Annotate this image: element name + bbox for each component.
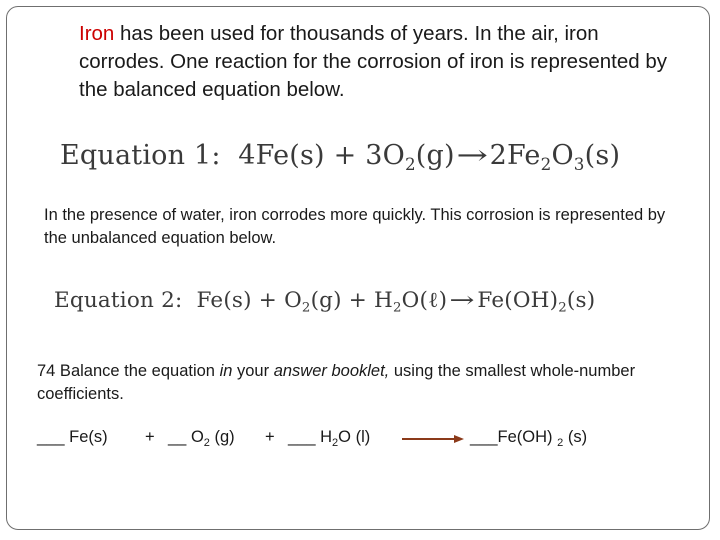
answer-blank-fe[interactable]: ___ — [37, 428, 65, 446]
eq2-feoh2-subscript: 2 — [558, 300, 567, 316]
answer-blank-feoh2[interactable]: ___ — [470, 428, 498, 446]
answer-blank-h2o[interactable]: ___ — [288, 428, 316, 446]
paragraph-2: In the presence of water, iron corrodes more quickly. This corrosion is represented by the unbalanced equation below. — [44, 206, 666, 247]
question-in: in — [219, 362, 233, 380]
question-prefix: 74 Balance the equation — [37, 362, 220, 380]
answer-o2-state: (g) — [209, 428, 235, 446]
answer-plus-2: + — [265, 428, 275, 446]
eq1-o2-state: (g) — [415, 140, 455, 171]
answer-h2o — [288, 428, 370, 447]
eq2-o2-subscript: 2 — [301, 300, 311, 316]
answer-h2o-state: O (l) — [338, 428, 371, 446]
eq1-o-subscript: 3 — [573, 153, 585, 174]
eq2-h2o-subscript: 2 — [392, 300, 402, 316]
eq1-arrow-icon: → — [456, 140, 489, 171]
eq2-plus-1: + — [258, 288, 278, 313]
eq2-term-o2: O — [284, 288, 302, 313]
answer-h2o-subscript: 2 — [332, 436, 339, 449]
eq2-term-h2o: H — [374, 288, 393, 313]
reaction-arrow-icon — [402, 431, 464, 447]
question-booklet: answer booklet, — [273, 362, 390, 380]
eq1-plus: + — [333, 140, 357, 171]
eq2-arrow-icon: → — [449, 288, 476, 313]
answer-feoh2-subscript: 2 — [557, 436, 564, 449]
answer-plus-1: + — [145, 428, 155, 446]
answer-blank-o2[interactable]: __ — [168, 428, 187, 446]
eq1-term-fe2o3: 2Fe — [489, 140, 541, 171]
question-74 — [37, 360, 677, 406]
eq1-fe2o3-state: (s) — [584, 140, 621, 171]
answer-h2o-label: H — [315, 428, 333, 446]
answer-o2-subscript: 2 — [203, 436, 210, 449]
answer-feoh2-state: (s) — [563, 428, 588, 446]
answer-fe — [37, 428, 108, 447]
equation-2-label: Equation 2: — [54, 288, 183, 313]
answer-feoh2 — [470, 428, 587, 447]
answer-o2-label: O — [186, 428, 204, 446]
intro-paragraph — [79, 20, 679, 104]
intro-text: has been used for thousands of years. In the air, iron corrodes. One reaction for the corrosion of iron is represented by the balanced equation below. — [79, 22, 667, 101]
eq2-term-fe: Fe(s) — [196, 288, 252, 313]
eq1-fe-subscript: 2 — [540, 153, 552, 174]
answer-o2 — [168, 428, 235, 447]
eq2-o2-state: (g) — [310, 288, 342, 313]
eq2-plus-2: + — [348, 288, 367, 313]
question-suffix: using the smallest whole-number coefficients. — [37, 362, 636, 403]
answer-feoh2-label: Fe(OH) — [497, 428, 558, 446]
equation-2-image — [54, 288, 596, 316]
eq1-term-fe: 4Fe(s) — [238, 140, 325, 171]
answer-fe-label: Fe(s) — [64, 428, 108, 446]
eq1-o2-subscript: 2 — [404, 153, 416, 174]
question-mid: your — [232, 362, 274, 380]
eq2-term-feoh2: Fe(OH) — [477, 288, 559, 313]
eq2-h2o-state: O(ℓ) — [401, 288, 448, 313]
eq2-feoh2-state: (s) — [566, 288, 596, 313]
equation-1-image — [60, 140, 621, 174]
intro-highlight: Iron — [79, 22, 115, 45]
eq1-term-o2: 3O — [365, 140, 405, 171]
equation-1-label: Equation 1: — [60, 140, 221, 171]
eq1-o: O — [551, 140, 574, 171]
